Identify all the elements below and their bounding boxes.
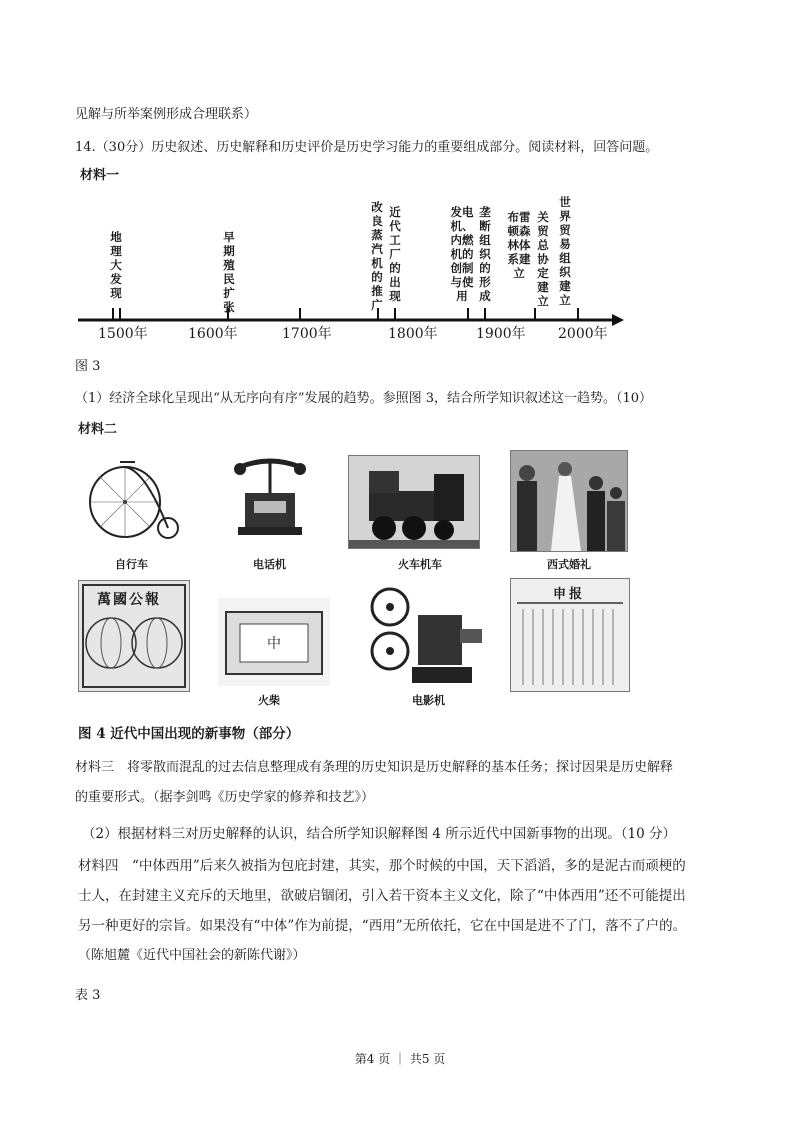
bicycle-image: [85, 450, 185, 545]
projector-icon: [360, 585, 490, 690]
train-icon: [349, 456, 479, 548]
tick-1700: 1700年: [282, 326, 332, 342]
question-1: （1）经济全球化呈现出“从无序向有序”发展的趋势。参照图 3，结合所学知识叙述这一趋势。（10）: [75, 391, 653, 406]
newspaper-wanguo-image: [78, 580, 190, 692]
newspaper-shenbao-title: 申报: [553, 587, 586, 602]
event-geographic-discovery: 地理大发现: [110, 230, 122, 300]
tick-1500: 1500年: [98, 326, 148, 342]
tick-1900: 1900年: [476, 326, 526, 342]
table-3-label: 表 3: [75, 988, 101, 1003]
material-1-title: 材料一: [80, 168, 120, 183]
svg-text:中: 中: [267, 636, 281, 652]
material-4-source: （陈旭麓《近代中国社会的新陈代谢》）: [78, 948, 306, 963]
telephone-caption: 电话机: [253, 558, 286, 571]
telephone-icon: [220, 455, 320, 540]
event-monopoly: 垄断组织的形成: [479, 205, 491, 303]
bicycle-icon: [85, 450, 185, 545]
question-14: 14.（30分）历史叙述、历史解释和历史评价是历史学习能力的重要组成部分。阅读材料，回答问题。: [75, 140, 659, 155]
train-image: [348, 455, 480, 549]
wedding-image: [510, 450, 628, 552]
material-3-line-2: 的重要形式。（据李剑鸣《历史学家的修养和技艺》）: [75, 790, 375, 805]
event-modern-factory: 近代工厂的出现: [389, 205, 401, 303]
material-3-line-1: 材料三 将零散而混乱的过去信息整理成有条理的历史知识是历史解释的基本任务；探讨因果是历史解释: [75, 760, 674, 775]
event-steam-engine: 改良蒸汽机的推广: [371, 200, 383, 312]
newspaper-shenbao-image: [510, 578, 630, 692]
wedding-icon: [511, 451, 627, 551]
projector-image: [360, 585, 490, 690]
tick-1800: 1800年: [388, 326, 438, 342]
matches-caption: 火柴: [258, 694, 280, 707]
tick-2000: 2000年: [558, 326, 608, 342]
material-4-line-2: 士人，在封建主义充斥的天地里，欲破启锢闭，引入若干资本主义文化，除了“中体西用”还不可能提出: [78, 888, 686, 904]
event-wto: 世界贸易组织建立: [559, 195, 571, 307]
event-generator: 发电机、内燃机的创制与使用: [450, 205, 474, 303]
tick-1600: 1600年: [188, 326, 238, 342]
wedding-caption: 西式婚礼: [547, 558, 591, 571]
event-bretton-woods: 布雷顿森林体系建立: [507, 210, 531, 280]
telephone-image: [220, 455, 320, 540]
event-gatt: 关贸总协定建立: [537, 210, 549, 308]
intro-line: 见解与所举案例形成合理联系）: [75, 107, 258, 122]
question-2: （2）根据材料三对历史解释的认识，结合所学知识解释图 4 所示近代中国新事物的出现。（10 分）: [82, 826, 676, 842]
page-footer: 第4 页 ｜ 共5 页: [354, 1052, 446, 1066]
bicycle-caption: 自行车: [115, 558, 148, 571]
material-4-line-1: 材料四 “中体西用”后来久被指为包庇封建，其实，那个时候的中国，天下滔滔，多的是泥古而顽梗的: [78, 858, 686, 874]
train-caption: 火车机车: [398, 558, 442, 571]
newsprint-icon: [511, 579, 629, 691]
material-4-line-3: 另一种更好的宗旨。如果没有“中体”作为前提，“西用”无所依托，它在中国是进不了门，落不了户的。: [78, 918, 687, 934]
matchbox-icon: [218, 598, 330, 686]
figure-4-caption: 图 4 近代中国出现的新事物（部分）: [78, 726, 300, 742]
figure-3-label: 图 3: [75, 359, 101, 374]
projector-caption: 电影机: [412, 694, 445, 707]
event-colonial-expansion: 早期殖民扩张: [223, 230, 235, 314]
newspaper-wanguo-title: 萬國公報: [97, 592, 161, 608]
matches-image: [218, 598, 330, 686]
timeline-figure: [0, 0, 800, 350]
material-2-title: 材料二: [78, 422, 118, 437]
